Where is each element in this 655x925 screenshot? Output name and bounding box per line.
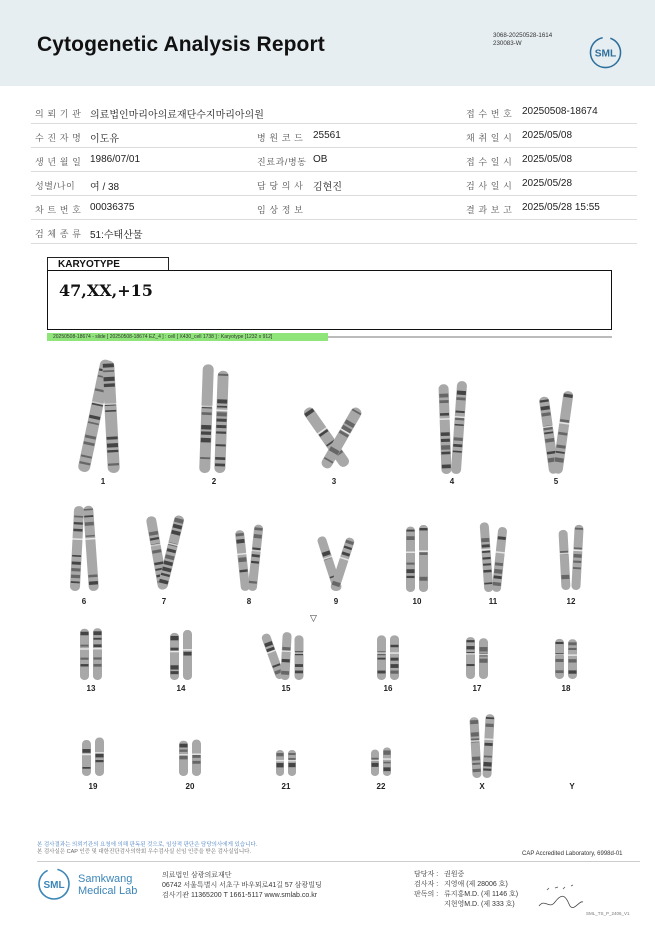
chromosome-band — [217, 412, 227, 416]
chromosome-body — [70, 506, 84, 591]
chromosome-band — [454, 437, 463, 441]
document-id-line1: 3068-20250528-1614 — [493, 32, 553, 39]
chromosome-band — [556, 670, 564, 673]
chromosome-label: 8 — [246, 597, 252, 606]
info-label: 수 진 자 명 — [35, 133, 82, 143]
centromere — [479, 654, 489, 656]
chromosome-band — [254, 534, 262, 539]
chromosome-shape — [555, 639, 565, 679]
chromosome-shape — [83, 505, 100, 591]
chromosome-band — [556, 642, 564, 644]
info-value: 2025/05/08 — [522, 154, 573, 165]
chromosome-shape — [93, 628, 103, 680]
chromosome-band — [485, 743, 493, 746]
chromosome-band — [441, 432, 450, 436]
chromosome-band — [94, 644, 102, 647]
chromosome-label: 20 — [185, 782, 195, 791]
karyogram-caption-bar: 20250508-18674 - slide [ 20250508-18674 EZ_4 ] : cell [ X430_cell 1738 ] : Karyotype [1232 x 912] — [47, 333, 328, 341]
centromere — [419, 550, 429, 552]
info-label: 채 취 일 시 — [466, 133, 513, 143]
chromosome-shape — [183, 630, 193, 680]
document-id-line2: 230083-W — [493, 40, 522, 47]
info-label: 진료과/병동 — [257, 157, 307, 167]
sign-key-1: 담당자 : — [414, 871, 439, 878]
chromosome-band — [384, 750, 391, 754]
centromere — [377, 652, 387, 654]
chromosome-label: 13 — [86, 684, 96, 693]
logo-line1: Samkwang — [78, 873, 133, 885]
info-value: 25561 — [313, 130, 341, 141]
sml-logo-text: SML — [594, 48, 617, 60]
chromosome-shape — [419, 525, 429, 592]
chromosome-shape — [288, 750, 297, 776]
chromosome-shape — [371, 750, 380, 776]
chromosome-band — [201, 438, 211, 443]
sign-key-2: 검사자 : — [414, 881, 439, 888]
chromosome-band — [83, 767, 91, 769]
chromosome-band — [440, 413, 449, 416]
chromosome-band — [573, 560, 581, 563]
chromosome-label: 17 — [472, 684, 482, 693]
chromosome-shape — [82, 740, 92, 776]
centromere — [555, 654, 565, 656]
footer-note-2: 본 검사실은 CAP 인증 및 대한진단검사의학회 우수검사실 신임 인증을 받은 검사실입니다. — [37, 848, 251, 855]
chromosome-shape — [214, 371, 230, 474]
info-value: 2025/05/08 — [522, 130, 573, 141]
lab-address — [162, 871, 322, 901]
chromosome-label: 11 — [488, 597, 498, 606]
karyotype-result: 47,XX,+15 — [59, 281, 153, 300]
chromosome-band — [378, 658, 386, 660]
chromosome-body — [93, 628, 102, 680]
info-value: 20250508-18674 — [522, 106, 598, 117]
chromosome-shape — [95, 738, 105, 776]
chromosome-band — [216, 431, 226, 434]
info-value: 여 / 38 — [90, 182, 120, 193]
chromosome-body — [419, 525, 428, 592]
chromosome-band — [480, 647, 488, 651]
footer-divider — [37, 861, 640, 862]
info-value: 2025/05/28 15:55 — [522, 202, 600, 213]
chromosome-band — [74, 522, 83, 525]
info-value: 2025/05/28 — [522, 178, 573, 189]
chromosome-label: 21 — [281, 782, 291, 791]
chromosome-body — [82, 740, 91, 776]
chromosome-band — [481, 538, 489, 542]
chromosome-band — [202, 412, 212, 415]
chromosome-shape — [199, 364, 215, 473]
chromosome-band — [201, 425, 211, 430]
chromosome-band — [218, 374, 228, 376]
chromosome-shape — [479, 638, 489, 679]
chromosome-label: 22 — [376, 782, 386, 791]
samkwang-logo-icon — [37, 867, 71, 901]
chromosome-band — [569, 648, 577, 650]
chromosome-shape — [406, 527, 416, 592]
chromosome-band — [180, 750, 188, 752]
chromosome-band — [420, 577, 428, 581]
chromosome-band — [407, 563, 415, 565]
chromosome-band — [391, 645, 399, 647]
chromosome-label: 19 — [88, 782, 98, 791]
info-value: 이도유 — [90, 134, 119, 145]
chromosome-shape — [280, 632, 292, 680]
chromosome-shape — [80, 629, 90, 680]
centromere — [288, 760, 297, 762]
info-label: 차 트 번 호 — [35, 205, 82, 215]
centromere — [383, 758, 392, 760]
chromosome-band — [561, 575, 569, 580]
chromosome-band — [200, 457, 210, 459]
info-label: 접 수 번 호 — [466, 109, 513, 119]
samkwang-logo-mark: SML — [43, 880, 65, 891]
sign-val-1: 권원중 — [444, 871, 465, 878]
info-value: 00036375 — [90, 202, 135, 213]
chromosome-shape — [234, 530, 250, 592]
chromosome-band — [407, 576, 415, 578]
chromosome-body — [192, 740, 201, 776]
chromosome-shape — [179, 741, 189, 776]
info-value: 51:수태산물 — [90, 230, 143, 241]
chromosome-label: 16 — [383, 684, 393, 693]
chromosome-band — [480, 659, 488, 663]
centromere — [276, 760, 285, 762]
chromosome-band — [420, 528, 428, 530]
chromosome-body — [466, 637, 475, 679]
chromosome-shape — [438, 384, 452, 474]
chromosome-band — [441, 445, 450, 450]
chromosome-band — [96, 760, 104, 762]
chromosome-band — [569, 670, 577, 673]
info-label: 결 과 보 고 — [466, 205, 513, 215]
chromosome-band — [85, 522, 94, 526]
chromosome-label: 4 — [449, 477, 455, 486]
cap-accreditation: CAP Accredited Laboratory, 6998d-01 — [522, 851, 623, 857]
chromosome-band — [238, 557, 246, 562]
chromosome-band — [384, 767, 391, 771]
centromere — [80, 648, 90, 650]
chromosome-band — [295, 664, 303, 667]
chromosome-band — [483, 762, 491, 767]
chromosome-band — [473, 769, 481, 773]
chromosome-band — [441, 439, 450, 442]
chromosome-shape — [192, 740, 202, 776]
lab-contact: 검사기관 11365200 T 1661-5117 www.smlab.co.kr — [162, 892, 318, 899]
document-version: SML_TS_P_2406_V1 — [586, 911, 630, 916]
chromosome-band — [107, 443, 118, 448]
chromosome-shape — [102, 360, 121, 473]
chromosome-band — [94, 638, 102, 640]
centromere — [170, 651, 180, 653]
chromosome-band — [171, 665, 179, 669]
report-title: Cytogenetic Analysis Report — [37, 33, 325, 56]
centromere — [568, 654, 578, 656]
chromosome-band — [81, 658, 89, 660]
chromosome-body — [479, 638, 488, 679]
chromosome-band — [72, 561, 81, 564]
chromosome-band — [201, 431, 211, 435]
chromosome-band — [171, 636, 179, 640]
chromosome-shape — [247, 524, 264, 591]
chromosome-band — [107, 436, 118, 439]
chromosome-band — [378, 671, 386, 674]
centromere — [183, 649, 193, 651]
chromosome-band — [391, 671, 399, 674]
info-label: 검 체 종 류 — [35, 229, 82, 239]
chromosome-band — [391, 658, 399, 661]
chromosome-band — [289, 763, 296, 767]
centromere — [95, 752, 105, 754]
chromosome-band — [471, 732, 479, 737]
chromosome-band — [277, 753, 284, 756]
centromere — [466, 653, 476, 655]
chromosome-band — [94, 657, 102, 659]
info-value: 1986/07/01 — [90, 154, 141, 165]
chromosome-body — [80, 629, 89, 680]
chromosome-band — [486, 723, 494, 727]
chromosome-band — [104, 383, 115, 387]
sign-val-3: 류지홍M.D. (제 1146 호) — [444, 891, 519, 898]
info-label: 생 년 월 일 — [35, 157, 82, 167]
chromosome-label: 5 — [553, 477, 559, 486]
chromosome-band — [420, 552, 428, 555]
chromosome-shape — [568, 639, 578, 679]
chromosome-shape — [571, 525, 584, 591]
chromosome-band — [569, 642, 577, 645]
chromosome-band — [171, 648, 179, 651]
chromosome-band — [217, 406, 227, 408]
chromosome-label: 10 — [412, 597, 422, 606]
chromosome-label: Y — [569, 782, 575, 791]
chromosome-label: 1 — [100, 477, 106, 486]
chromosome-band — [441, 452, 450, 455]
chromosome-label: 18 — [561, 684, 571, 693]
chromosome-band — [277, 763, 284, 767]
chromosome-label: 3 — [331, 477, 337, 486]
chromosome-label: 6 — [81, 597, 87, 606]
chromosome-label: X — [479, 782, 485, 791]
centromere — [82, 754, 92, 756]
chromosome-band — [282, 659, 290, 663]
chromosome-band — [494, 569, 502, 574]
chromosome-band — [217, 419, 227, 422]
sign-val-4: 지현영M.D. (제 333 호) — [444, 901, 515, 908]
chromosome-band — [482, 544, 490, 547]
info-label: 의 뢰 기 관 — [35, 109, 82, 119]
info-label: 성별/나이 — [35, 181, 76, 191]
chromosome-band — [215, 463, 225, 466]
chromosome-label: 2 — [211, 477, 217, 486]
chromosome-band — [81, 632, 89, 636]
chromosome-shape — [377, 635, 387, 680]
chromosome-shape — [466, 637, 476, 679]
signature-image — [535, 880, 585, 912]
chromosome-band — [483, 768, 491, 771]
chromosome-body — [83, 506, 99, 592]
chromosome-band — [573, 554, 581, 558]
chromosome-band — [180, 744, 188, 748]
centromere — [406, 551, 416, 553]
info-value: OB — [313, 154, 328, 165]
lab-org: 의료법인 삼광의료재단 — [162, 872, 232, 879]
chromosome-label: 7 — [161, 597, 167, 606]
chromosome-shape — [69, 506, 84, 591]
info-label: 담 당 의 사 — [257, 181, 304, 191]
centromere — [294, 652, 304, 654]
info-label: 검 사 일 시 — [466, 181, 513, 191]
chromosome-band — [89, 581, 98, 585]
sign-key-3: 판독의 : — [414, 891, 439, 898]
chromosome-band — [442, 464, 451, 468]
chromosome-band — [103, 363, 114, 367]
chromosome-shape — [469, 717, 482, 778]
centromere — [93, 648, 103, 650]
chromosome-shape — [450, 381, 467, 475]
footer-note-1: 본 검사결과는 의뢰기관의 요청에 의해 판독된 것으로, 임상적 판단은 담당의사에게 있습니다. — [37, 842, 258, 848]
chromosome-shape — [383, 747, 392, 776]
chromosome-band — [215, 457, 225, 460]
chromosome-band — [71, 575, 80, 579]
karyotype-tab: KARYOTYPE — [47, 257, 169, 271]
centromere — [390, 652, 400, 654]
chromosome-band — [216, 444, 226, 446]
chromosome-band — [467, 664, 475, 666]
chromosome-body — [438, 384, 451, 474]
samkwang-logo-text — [78, 873, 137, 897]
chromosome-band — [467, 646, 475, 649]
chromosome-shape — [390, 635, 400, 680]
chromosome-band — [295, 671, 303, 674]
chromosome-band — [103, 377, 114, 382]
chromosome-body — [199, 364, 214, 473]
chromosome-label: 9 — [333, 597, 339, 606]
trisomy-marker-icon: ▽ — [310, 614, 317, 624]
chromosome-band — [472, 757, 480, 761]
chromosome-band — [439, 400, 448, 403]
centromere — [179, 754, 189, 756]
chromosome-band — [83, 749, 91, 753]
chromosome-shape — [558, 530, 571, 591]
chromosome-shape — [491, 527, 508, 593]
chromosome-band — [470, 720, 478, 724]
chromosome-band — [281, 671, 289, 675]
sign-val-2: 지영애 (제 28006 호) — [444, 881, 508, 888]
chromosome-shape — [276, 750, 285, 776]
chromosome-shape — [294, 635, 304, 680]
chromosome-band — [384, 762, 391, 764]
chromosome-band — [193, 761, 201, 764]
centromere — [371, 760, 380, 762]
chromosome-band — [81, 664, 89, 666]
centromere — [192, 753, 202, 755]
chromosome-band — [94, 631, 102, 635]
chromosome-band — [407, 569, 415, 573]
chromosome-band — [171, 671, 179, 674]
info-label: 병 원 코 드 — [257, 133, 304, 143]
chromosome-band — [180, 755, 188, 759]
chromosome-band — [217, 399, 227, 403]
chromosome-label: 14 — [176, 684, 186, 693]
chromosome-band — [73, 529, 82, 532]
chromosome-band — [556, 659, 564, 662]
info-label: 임 상 정 보 — [257, 205, 304, 215]
chromosome-shape — [482, 714, 495, 778]
chromosome-band — [289, 753, 296, 755]
chromosome-band — [96, 754, 104, 758]
footer-notes — [37, 842, 347, 855]
chromosome-band — [71, 568, 80, 572]
info-label: 접 수 일 시 — [466, 157, 513, 167]
chromosome-band — [94, 664, 102, 667]
logo-line2: Medical Lab — [78, 885, 138, 897]
chromosome-body — [295, 635, 304, 680]
chromosome-band — [193, 755, 201, 758]
chromosome-band — [184, 652, 192, 656]
chromosome-shape — [170, 633, 180, 680]
chromosome-shape — [552, 390, 574, 474]
signatories — [414, 870, 518, 910]
chromosome-band — [457, 390, 466, 395]
chromosome-band — [81, 645, 89, 647]
chromosome-band — [407, 536, 415, 540]
chromosome-band — [372, 763, 379, 767]
chromosome-label: 12 — [566, 597, 576, 606]
chromosome-band — [439, 394, 448, 398]
chromosome-band — [216, 425, 226, 428]
chromosome-band — [407, 530, 415, 532]
chromosome-band — [391, 664, 399, 668]
chromosome-label: 15 — [281, 684, 291, 693]
chromosome-band — [467, 640, 475, 642]
chromosome-band — [569, 659, 577, 662]
chromosome-shape — [479, 522, 494, 592]
chromosome-body — [558, 530, 570, 591]
info-value: 의료법인마리아의료재단수지마리아의원 — [90, 110, 264, 121]
info-value: 김현진 — [313, 182, 342, 193]
lab-street: 06742 서울특별시 서초구 바우뫼로41길 57 삼광빌딩 — [162, 882, 322, 889]
